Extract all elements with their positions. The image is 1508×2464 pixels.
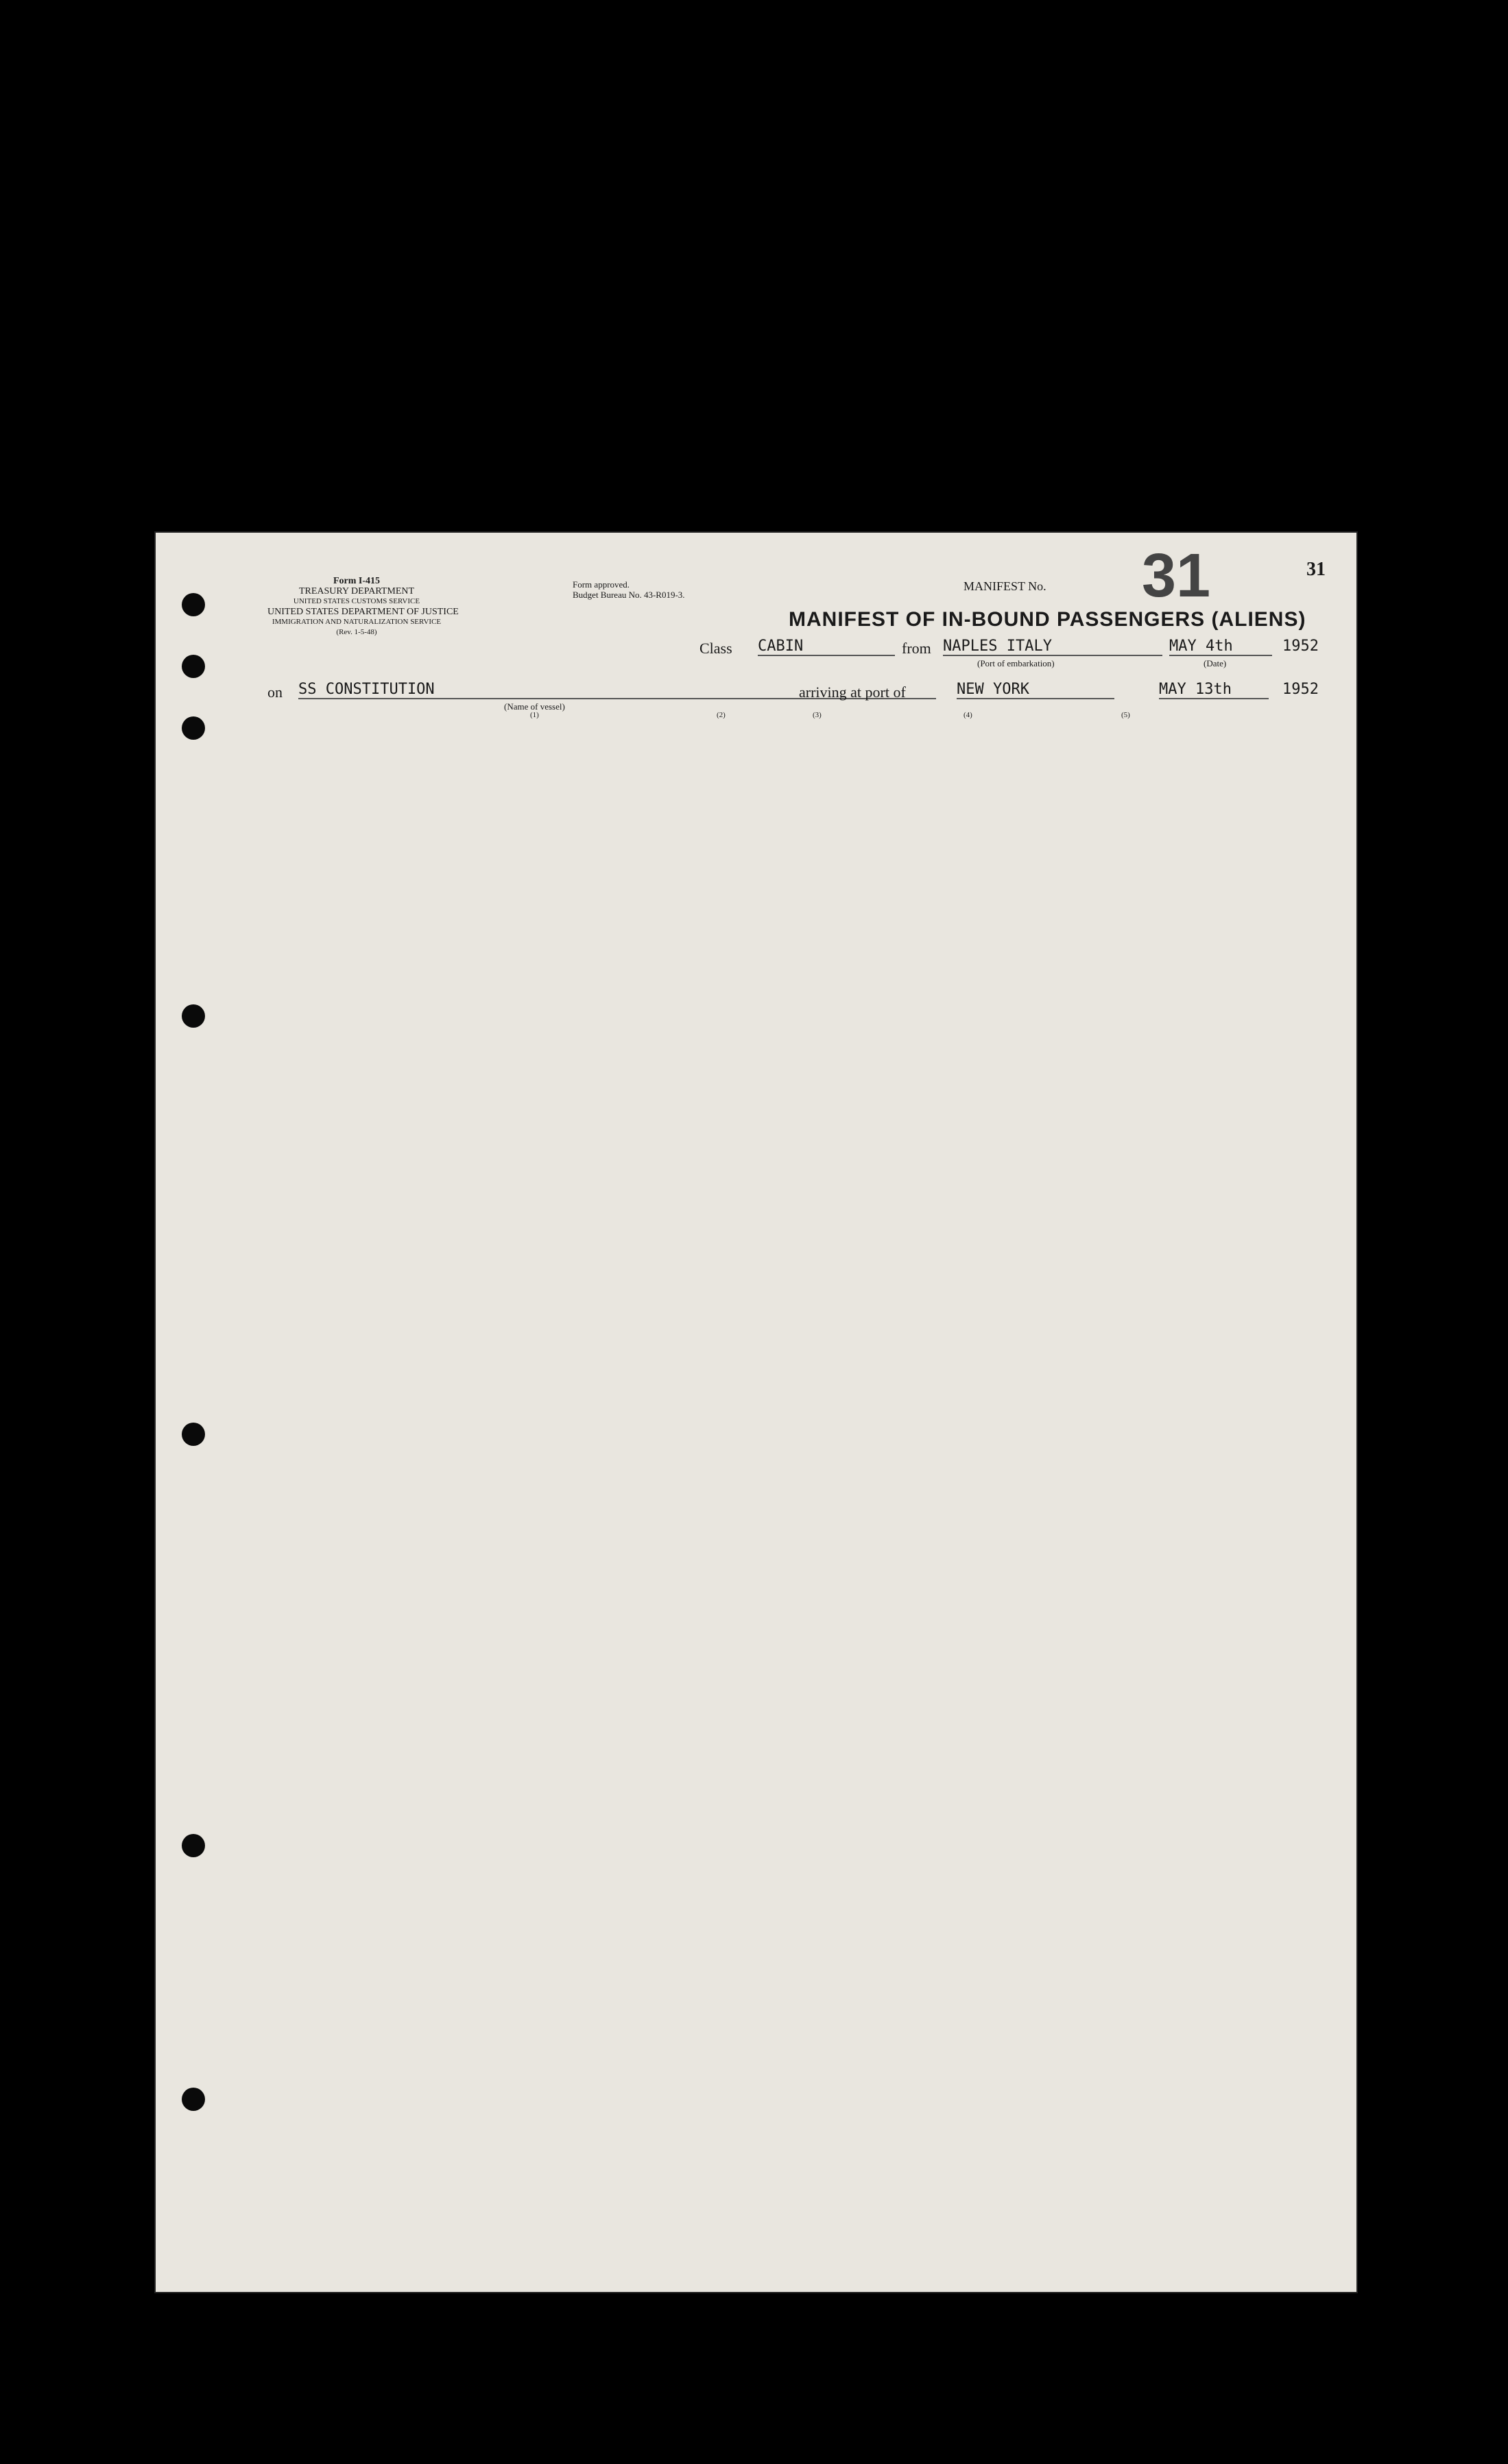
column-number: (3) [813,711,822,719]
dept-line: IMMIGRATION AND NATURALIZATION SERVICE [272,618,442,626]
approval-line: Form approved. [573,579,630,590]
binder-hole [182,2088,205,2111]
dept-line: TREASURY DEPARTMENT [298,586,415,596]
approval-line: Budget Bureau No. 43-R019-3. [573,590,685,600]
manifest-stamp: 31 [1142,542,1211,610]
form-identifier [267,576,446,607]
class-label: Class [699,640,732,657]
class-value: CABIN [758,638,895,656]
dept-line: UNITED STATES DEPARTMENT OF JUSTICE [267,607,459,617]
binder-hole [182,1834,205,1857]
binder-hole [182,1004,205,1028]
arrival-port: NEW YORK [957,681,1114,699]
binder-hole [182,716,205,740]
binder-hole [182,655,205,678]
revision: (Rev. 1-5-48) [336,628,377,636]
arrival-date: MAY 13th [1159,681,1269,699]
from-label: from [902,640,931,657]
dept-line: UNITED STATES CUSTOMS SERVICE [293,597,420,605]
column-number: (4) [964,711,972,719]
budget-approval [573,579,685,600]
embarkation-port: NAPLES ITALY [943,638,1162,656]
caption: (Name of vessel) [504,701,565,712]
binder-hole [182,593,205,616]
arrival-year: 1952 [1282,681,1319,698]
column-number: (1) [530,711,539,719]
manifest-label: MANIFEST No. [964,579,1046,593]
column-number: (5) [1121,711,1130,719]
embarkation-date: MAY 4th [1169,638,1272,656]
caption: (Date) [1204,658,1227,668]
embarkation-year: 1952 [1282,638,1319,655]
on-label: on [267,684,283,701]
vessel-name: SS CONSTITUTION [298,681,936,699]
column-number: (2) [717,711,726,719]
arriving-label: arriving at port of [799,684,906,701]
manifest-title: MANIFEST OF IN-BOUND PASSENGERS (ALIENS) [789,608,1306,631]
form-number: Form I-415 [333,576,381,586]
binder-hole [182,1423,205,1446]
page-number: 31 [1306,559,1326,580]
caption: (Port of embarkation) [977,658,1055,668]
justice-identifier [267,607,459,638]
manifest-page [154,531,1358,2293]
